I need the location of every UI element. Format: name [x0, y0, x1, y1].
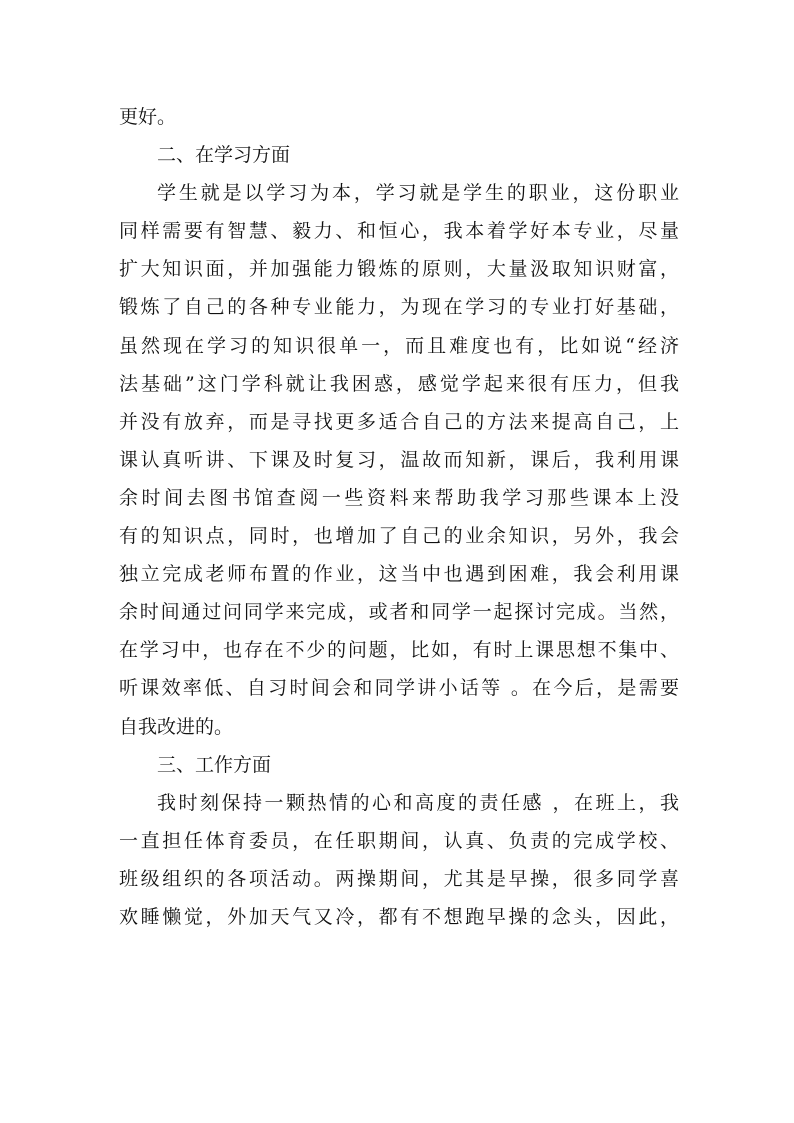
text-line: 一直担任体育委员，在任职期间，认真、负责的完成学校、: [119, 829, 679, 852]
text-line: 我时刻保持一颗热情的心和高度的责任感 ，在班上，我: [157, 791, 679, 814]
text-line: 班级组织的各项活动。两操期间，尤其是早操，很多同学喜: [119, 867, 679, 890]
text-line: 课认真听讲、下课及时复习，温故而知新，课后，我利用课: [119, 448, 679, 471]
text-line: 欢睡懒觉，外加天气又冷，都有不想跑早操的念头，因此，: [119, 905, 679, 928]
text-line: 法基础”这门学科就让我困惑，感觉学起来很有压力，但我: [119, 372, 679, 395]
text-line: 余时间通过问同学来完成，或者和同学一起探讨完成。当然，: [119, 601, 679, 624]
text-line: 并没有放弃，而是寻找更多适合自己的方法来提高自己，上: [119, 410, 679, 433]
text-line: 听课效率低、自习时间会和同学讲小话等 。在今后，是需要: [119, 677, 679, 700]
text-line: 学生就是以学习为本，学习就是学生的职业，这份职业: [157, 182, 679, 205]
text-line: 二、在学习方面: [157, 144, 291, 167]
text-line: 虽然现在学习的知识很单一，而且难度也有，比如说“经济: [119, 334, 679, 357]
text-line: 扩大知识面，并加强能力锻炼的原则，大量汲取知识财富，: [119, 258, 679, 281]
text-line: 有的知识点，同时，也增加了自己的业余知识，另外，我会: [119, 525, 679, 548]
text-line: 更好。: [119, 106, 177, 128]
text-line: 在学习中，也存在不少的问题，比如，有时上课思想不集中、: [119, 639, 679, 662]
text-line: 独立完成老师布置的作业，这当中也遇到困难，我会利用课: [119, 563, 679, 586]
text-line: 余时间去图书馆查阅一些资料来帮助我学习那些课本上没: [119, 486, 679, 509]
document-body: [119, 98, 679, 936]
text-line: 自我改进的。: [119, 715, 234, 738]
text-line: 三、工作方面: [157, 753, 272, 776]
text-line: 锻炼了自己的各种专业能力，为现在学习的专业打好基础，: [119, 296, 679, 319]
text-line: 同样需要有智慧、毅力、和恒心，我本着学好本专业，尽量: [119, 220, 679, 243]
